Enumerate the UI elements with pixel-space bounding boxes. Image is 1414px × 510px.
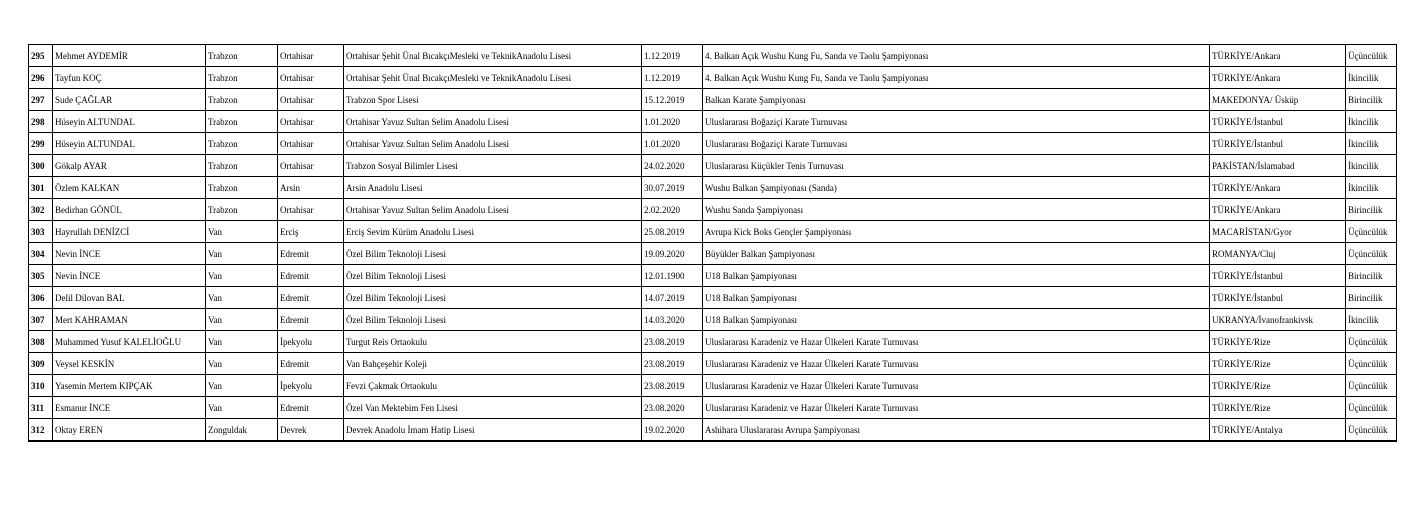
school-cell: Ortahisar Şehit Ünal BıcakçıMesleki ve TeknikAnadolu Lisesi: [344, 45, 642, 67]
district-cell: Ortahisar: [278, 133, 344, 155]
student-name-cell: Hayrullah DENİZCİ: [53, 221, 206, 243]
school-cell: Özel Van Mektebim Fen Lisesi: [344, 397, 642, 419]
date-cell: 30.07.2019: [642, 177, 703, 199]
location-cell: UKRANYA/İvanofrankivsk: [1210, 309, 1346, 331]
row-number-cell: 301: [29, 177, 53, 199]
district-cell: Edremit: [278, 243, 344, 265]
event-cell: Wushu Balkan Şampiyonası (Sanda): [703, 177, 1210, 199]
student-name-cell: Mert KAHRAMAN: [53, 309, 206, 331]
city-cell: Trabzon: [206, 67, 278, 89]
student-name-cell: Esmanur İNCE: [53, 397, 206, 419]
date-cell: 1.12.2019: [642, 45, 703, 67]
city-cell: Van: [206, 397, 278, 419]
location-cell: TÜRKİYE/Rize: [1210, 353, 1346, 375]
school-cell: Van Bahçeşehir Koleji: [344, 353, 642, 375]
date-cell: 23.08.2020: [642, 397, 703, 419]
table-row: [29, 287, 1397, 309]
date-cell: 19.09.2020: [642, 243, 703, 265]
rank-cell: İkincilik: [1346, 67, 1397, 89]
student-name-cell: Oktay EREN: [53, 419, 206, 442]
event-cell: Uluslararası Küçükler Tenis Turnuvası: [703, 155, 1210, 177]
date-cell: 14.03.2020: [642, 309, 703, 331]
event-cell: Wushu Sanda Şampiyonası: [703, 199, 1210, 221]
table-row: [29, 199, 1397, 221]
date-cell: 23.08.2019: [642, 353, 703, 375]
row-number-cell: 305: [29, 265, 53, 287]
location-cell: TÜRKİYE/Ankara: [1210, 177, 1346, 199]
city-cell: Trabzon: [206, 111, 278, 133]
district-cell: Edremit: [278, 265, 344, 287]
district-cell: Ortahisar: [278, 45, 344, 67]
row-number-cell: 308: [29, 331, 53, 353]
school-cell: Ortahisar Yavuz Sultan Selim Anadolu Lisesi: [344, 111, 642, 133]
row-number-cell: 298: [29, 111, 53, 133]
student-name-cell: Muhammed Yusuf KALELİOĞLU: [53, 331, 206, 353]
table-row: [29, 155, 1397, 177]
row-number-cell: 303: [29, 221, 53, 243]
event-cell: Uluslararası Karadeniz ve Hazar Ülkeleri Karate Turnuvası: [703, 375, 1210, 397]
table-row: [29, 177, 1397, 199]
school-cell: Özel Bilim Teknoloji Lisesi: [344, 243, 642, 265]
row-number-cell: 300: [29, 155, 53, 177]
city-cell: Trabzon: [206, 45, 278, 67]
table-body: [29, 45, 1397, 442]
district-cell: Ortahisar: [278, 155, 344, 177]
row-number-cell: 306: [29, 287, 53, 309]
district-cell: Edremit: [278, 309, 344, 331]
district-cell: Erciş: [278, 221, 344, 243]
location-cell: TÜRKİYE/Rize: [1210, 331, 1346, 353]
date-cell: 24.02.2020: [642, 155, 703, 177]
city-cell: Van: [206, 287, 278, 309]
location-cell: TÜRKİYE/İstanbul: [1210, 287, 1346, 309]
date-cell: 25.08.2019: [642, 221, 703, 243]
event-cell: Uluslararası Boğaziçi Karate Turnuvası: [703, 111, 1210, 133]
row-number-cell: 311: [29, 397, 53, 419]
rank-cell: Üçüncülük: [1346, 331, 1397, 353]
school-cell: Arsin Anadolu Lisesi: [344, 177, 642, 199]
school-cell: Ortahisar Şehit Ünal BıcakçıMesleki ve TeknikAnadolu Lisesi: [344, 67, 642, 89]
district-cell: Ortahisar: [278, 111, 344, 133]
location-cell: TÜRKİYE/İstanbul: [1210, 133, 1346, 155]
city-cell: Trabzon: [206, 199, 278, 221]
location-cell: TÜRKİYE/Ankara: [1210, 67, 1346, 89]
event-cell: Uluslararası Boğaziçi Karate Turnuvası: [703, 133, 1210, 155]
event-cell: Uluslararası Karadeniz ve Hazar Ülkeleri Karate Turnuvası: [703, 353, 1210, 375]
student-name-cell: Veysel KESKİN: [53, 353, 206, 375]
rank-cell: Üçüncülük: [1346, 243, 1397, 265]
rank-cell: İkincilik: [1346, 133, 1397, 155]
table-row: [29, 67, 1397, 89]
date-cell: 2.02.2020: [642, 199, 703, 221]
event-cell: 4. Balkan Açık Wushu Kung Fu, Sanda ve Taolu Şampiyonası: [703, 67, 1210, 89]
table-row: [29, 265, 1397, 287]
district-cell: İpekyolu: [278, 331, 344, 353]
location-cell: TÜRKİYE/Rize: [1210, 375, 1346, 397]
city-cell: Trabzon: [206, 133, 278, 155]
student-name-cell: Tayfun KOÇ: [53, 67, 206, 89]
date-cell: 1.01.2020: [642, 111, 703, 133]
district-cell: Edremit: [278, 397, 344, 419]
rank-cell: Birincilik: [1346, 89, 1397, 111]
rank-cell: Üçüncülük: [1346, 221, 1397, 243]
district-cell: Ortahisar: [278, 89, 344, 111]
event-cell: U18 Balkan Şampiyonası: [703, 309, 1210, 331]
event-cell: U18 Balkan Şampiyonası: [703, 287, 1210, 309]
student-name-cell: Nevin İNCE: [53, 265, 206, 287]
table-row: [29, 111, 1397, 133]
school-cell: Erciş Sevim Kürüm Anadolu Lisesi: [344, 221, 642, 243]
school-cell: Devrek Anadolu İmam Hatip Lisesi: [344, 419, 642, 442]
row-number-cell: 307: [29, 309, 53, 331]
location-cell: TÜRKİYE/İstanbul: [1210, 265, 1346, 287]
district-cell: Devrek: [278, 419, 344, 442]
school-cell: Trabzon Sosyal Bilimler Lisesi: [344, 155, 642, 177]
table-row: [29, 309, 1397, 331]
location-cell: ROMANYA/Cluj: [1210, 243, 1346, 265]
row-number-cell: 302: [29, 199, 53, 221]
district-cell: Edremit: [278, 287, 344, 309]
student-name-cell: Delil Dilovan BAL: [53, 287, 206, 309]
row-number-cell: 304: [29, 243, 53, 265]
table-row: [29, 397, 1397, 419]
school-cell: Turgut Reis Ortaokulu: [344, 331, 642, 353]
date-cell: 1.12.2019: [642, 67, 703, 89]
student-name-cell: Hüseyin ALTUNDAL: [53, 111, 206, 133]
event-cell: Balkan Karate Şampiyonası: [703, 89, 1210, 111]
location-cell: MAKEDONYA/ Üsküp: [1210, 89, 1346, 111]
student-name-cell: Gökalp AYAR: [53, 155, 206, 177]
city-cell: Zonguldak: [206, 419, 278, 442]
event-cell: Büyükler Balkan Şampiyonası: [703, 243, 1210, 265]
rank-cell: İkincilik: [1346, 155, 1397, 177]
date-cell: 15.12.2019: [642, 89, 703, 111]
district-cell: İpekyolu: [278, 375, 344, 397]
date-cell: 14.07.2019: [642, 287, 703, 309]
rank-cell: Birincilik: [1346, 199, 1397, 221]
event-cell: Avrupa Kick Boks Gençler Şampiyonası: [703, 221, 1210, 243]
district-cell: Ortahisar: [278, 67, 344, 89]
date-cell: 19.02.2020: [642, 419, 703, 442]
district-cell: Arsin: [278, 177, 344, 199]
student-name-cell: Sude ÇAĞLAR: [53, 89, 206, 111]
row-number-cell: 310: [29, 375, 53, 397]
event-cell: 4. Balkan Açık Wushu Kung Fu, Sanda ve Taolu Şampiyonası: [703, 45, 1210, 67]
rank-cell: Birincilik: [1346, 287, 1397, 309]
rank-cell: Üçüncülük: [1346, 353, 1397, 375]
student-name-cell: Özlem KALKAN: [53, 177, 206, 199]
city-cell: Van: [206, 221, 278, 243]
table-row: [29, 243, 1397, 265]
city-cell: Trabzon: [206, 155, 278, 177]
student-name-cell: Yasemin Mertem KIPÇAK: [53, 375, 206, 397]
location-cell: TÜRKİYE/İstanbul: [1210, 111, 1346, 133]
table-row: [29, 221, 1397, 243]
location-cell: PAKİSTAN/İslamabad: [1210, 155, 1346, 177]
row-number-cell: 312: [29, 419, 53, 442]
rank-cell: İkincilik: [1346, 309, 1397, 331]
event-cell: Ashihara Uluslararası Avrupa Şampiyonası: [703, 419, 1210, 442]
table-row: [29, 331, 1397, 353]
location-cell: MACARİSTAN/Gyor: [1210, 221, 1346, 243]
table-row: [29, 89, 1397, 111]
results-table: [28, 44, 1397, 442]
table-row: [29, 133, 1397, 155]
row-number-cell: 295: [29, 45, 53, 67]
location-cell: TÜRKİYE/Ankara: [1210, 199, 1346, 221]
rank-cell: Birincilik: [1346, 265, 1397, 287]
date-cell: 12.01.1900: [642, 265, 703, 287]
school-cell: Özel Bilim Teknoloji Lisesi: [344, 287, 642, 309]
rank-cell: Üçüncülük: [1346, 375, 1397, 397]
city-cell: Van: [206, 375, 278, 397]
student-name-cell: Bedirhan GÖNÜL: [53, 199, 206, 221]
row-number-cell: 297: [29, 89, 53, 111]
event-cell: U18 Balkan Şampiyonası: [703, 265, 1210, 287]
city-cell: Van: [206, 265, 278, 287]
location-cell: TÜRKİYE/Rize: [1210, 397, 1346, 419]
row-number-cell: 296: [29, 67, 53, 89]
city-cell: Van: [206, 353, 278, 375]
school-cell: Özel Bilim Teknoloji Lisesi: [344, 265, 642, 287]
rank-cell: Üçüncülük: [1346, 419, 1397, 442]
city-cell: Trabzon: [206, 89, 278, 111]
school-cell: Fevzi Çakmak Ortaokulu: [344, 375, 642, 397]
rank-cell: Üçüncülük: [1346, 397, 1397, 419]
table-row: [29, 45, 1397, 67]
table-row: [29, 353, 1397, 375]
school-cell: Trabzon Spor Lisesi: [344, 89, 642, 111]
district-cell: Ortahisar: [278, 199, 344, 221]
rank-cell: Üçüncülük: [1346, 45, 1397, 67]
school-cell: Ortahisar Yavuz Sultan Selim Anadolu Lisesi: [344, 199, 642, 221]
student-name-cell: Nevin İNCE: [53, 243, 206, 265]
date-cell: 1.01.2020: [642, 133, 703, 155]
student-name-cell: Hüseyin ALTUNDAL: [53, 133, 206, 155]
city-cell: Trabzon: [206, 177, 278, 199]
row-number-cell: 299: [29, 133, 53, 155]
row-number-cell: 309: [29, 353, 53, 375]
rank-cell: İkincilik: [1346, 177, 1397, 199]
student-name-cell: Mehmet AYDEMİR: [53, 45, 206, 67]
school-cell: Ortahisar Yavuz Sultan Selim Anadolu Lisesi: [344, 133, 642, 155]
school-cell: Özel Bilim Teknoloji Lisesi: [344, 309, 642, 331]
city-cell: Van: [206, 243, 278, 265]
date-cell: 23.08.2019: [642, 331, 703, 353]
city-cell: Van: [206, 331, 278, 353]
district-cell: Edremit: [278, 353, 344, 375]
date-cell: 23.08.2019: [642, 375, 703, 397]
location-cell: TÜRKİYE/Antalya: [1210, 419, 1346, 442]
event-cell: Uluslararası Karadeniz ve Hazar Ülkeleri Karate Turnuvası: [703, 331, 1210, 353]
table-row: [29, 375, 1397, 397]
table-row: [29, 419, 1397, 442]
rank-cell: İkincilik: [1346, 111, 1397, 133]
location-cell: TÜRKİYE/Ankara: [1210, 45, 1346, 67]
event-cell: Uluslararası Karadeniz ve Hazar Ülkeleri Karate Turnuvası: [703, 397, 1210, 419]
city-cell: Van: [206, 309, 278, 331]
